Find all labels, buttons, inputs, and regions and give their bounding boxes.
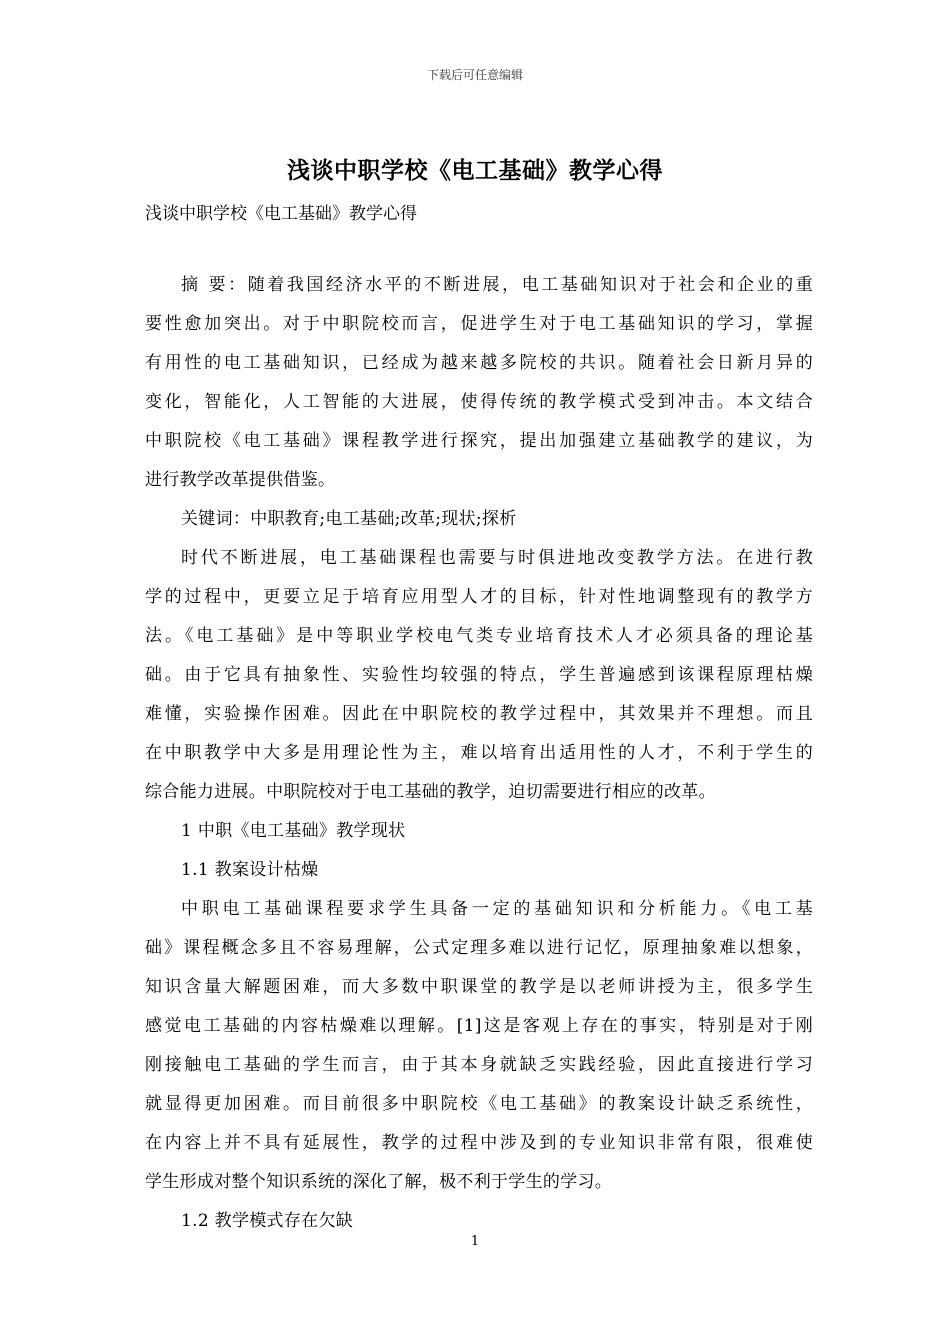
- section-heading-1: 1 中职《电工基础》教学现状: [181, 821, 406, 841]
- section-1-1-line: 感觉电工基础的内容枯燥难以理解。[1]这是客观上存在的事实，特别是对于刚: [145, 1016, 813, 1036]
- section-1-1-line: 刚接触电工基础的学生而言，由于其本身就缺乏实践经验，因此直接进行学习: [145, 1055, 813, 1075]
- page-number: 1: [470, 1234, 480, 1249]
- document-subtitle: 浅谈中职学校《电工基础》教学心得: [145, 204, 417, 224]
- section-heading-1-1: 1.1 教案设计枯燥: [181, 860, 319, 880]
- abstract-line: 有用性的电工基础知识，已经成为越来越多院校的共识。随着社会日新月异的: [145, 353, 813, 373]
- intro-line: 础。由于它具有抽象性、实验性均较强的特点，学生普遍感到该课程原理枯燥: [145, 665, 813, 685]
- keywords-line: 关键词：中职教育;电工基础;改革;现状;探析: [181, 509, 517, 529]
- section-1-1-line: 就显得更加困难。而目前很多中职院校《电工基础》的教案设计缺乏系统性，: [145, 1094, 813, 1114]
- intro-line: 在中职教学中大多是用理论性为主，难以培育出适用性的人才，不利于学生的: [145, 743, 813, 763]
- document-body: [145, 266, 813, 1241]
- section-1-1-line: 中职电工基础课程要求学生具备一定的基础知识和分析能力。《电工基: [181, 899, 813, 919]
- abstract-line: 变化，智能化，人工智能的大进展，使得传统的教学模式受到冲击。本文结合: [145, 392, 813, 412]
- section-1-1-line: 学生形成对整个知识系统的深化了解，极不利于学生的学习。: [145, 1172, 613, 1192]
- intro-line: 学的过程中，更要立足于培育应用型人才的目标，针对性地调整现有的教学方: [145, 587, 813, 607]
- abstract-line: 中职院校《电工基础》课程教学进行探究，提出加强建立基础教学的建议，为: [145, 431, 813, 451]
- intro-line: 难懂，实验操作困难。因此在中职院校的教学过程中，其效果并不理想。而且: [145, 704, 813, 724]
- intro-line: 法。《电工基础》是中等职业学校电气类专业培育技术人才必须具备的理论基: [145, 626, 813, 646]
- section-heading-1-2: 1.2 教学模式存在欠缺: [181, 1211, 354, 1231]
- section-1-1-line: 在内容上并不具有延展性，教学的过程中涉及到的专业知识非常有限，很难使: [145, 1133, 813, 1153]
- section-1-1-line: 知识含量大解题困难，而大多数中职课堂的教学是以老师讲授为主，很多学生: [145, 977, 813, 997]
- document-title: 浅谈中职学校《电工基础》教学心得: [287, 157, 663, 184]
- intro-line: 时代不断进展，电工基础课程也需要与时俱进地改变教学方法。在进行教: [181, 548, 813, 568]
- intro-line: 综合能力进展。中职院校对于电工基础的教学，迫切需要进行相应的改革。: [145, 782, 716, 802]
- abstract-line: 要性愈加突出。对于中职院校而言，促进学生对于电工基础知识的学习，掌握: [145, 314, 813, 334]
- section-1-1-line: 础》课程概念多且不容易理解，公式定理多难以进行记忆，原理抽象难以想象，: [145, 938, 813, 958]
- header-note: 下载后可任意编辑: [426, 68, 523, 82]
- abstract-line: 进行教学改革提供借鉴。: [145, 470, 336, 490]
- abstract-line: 摘 要：随着我国经济水平的不断进展，电工基础知识对于社会和企业的重: [181, 275, 813, 295]
